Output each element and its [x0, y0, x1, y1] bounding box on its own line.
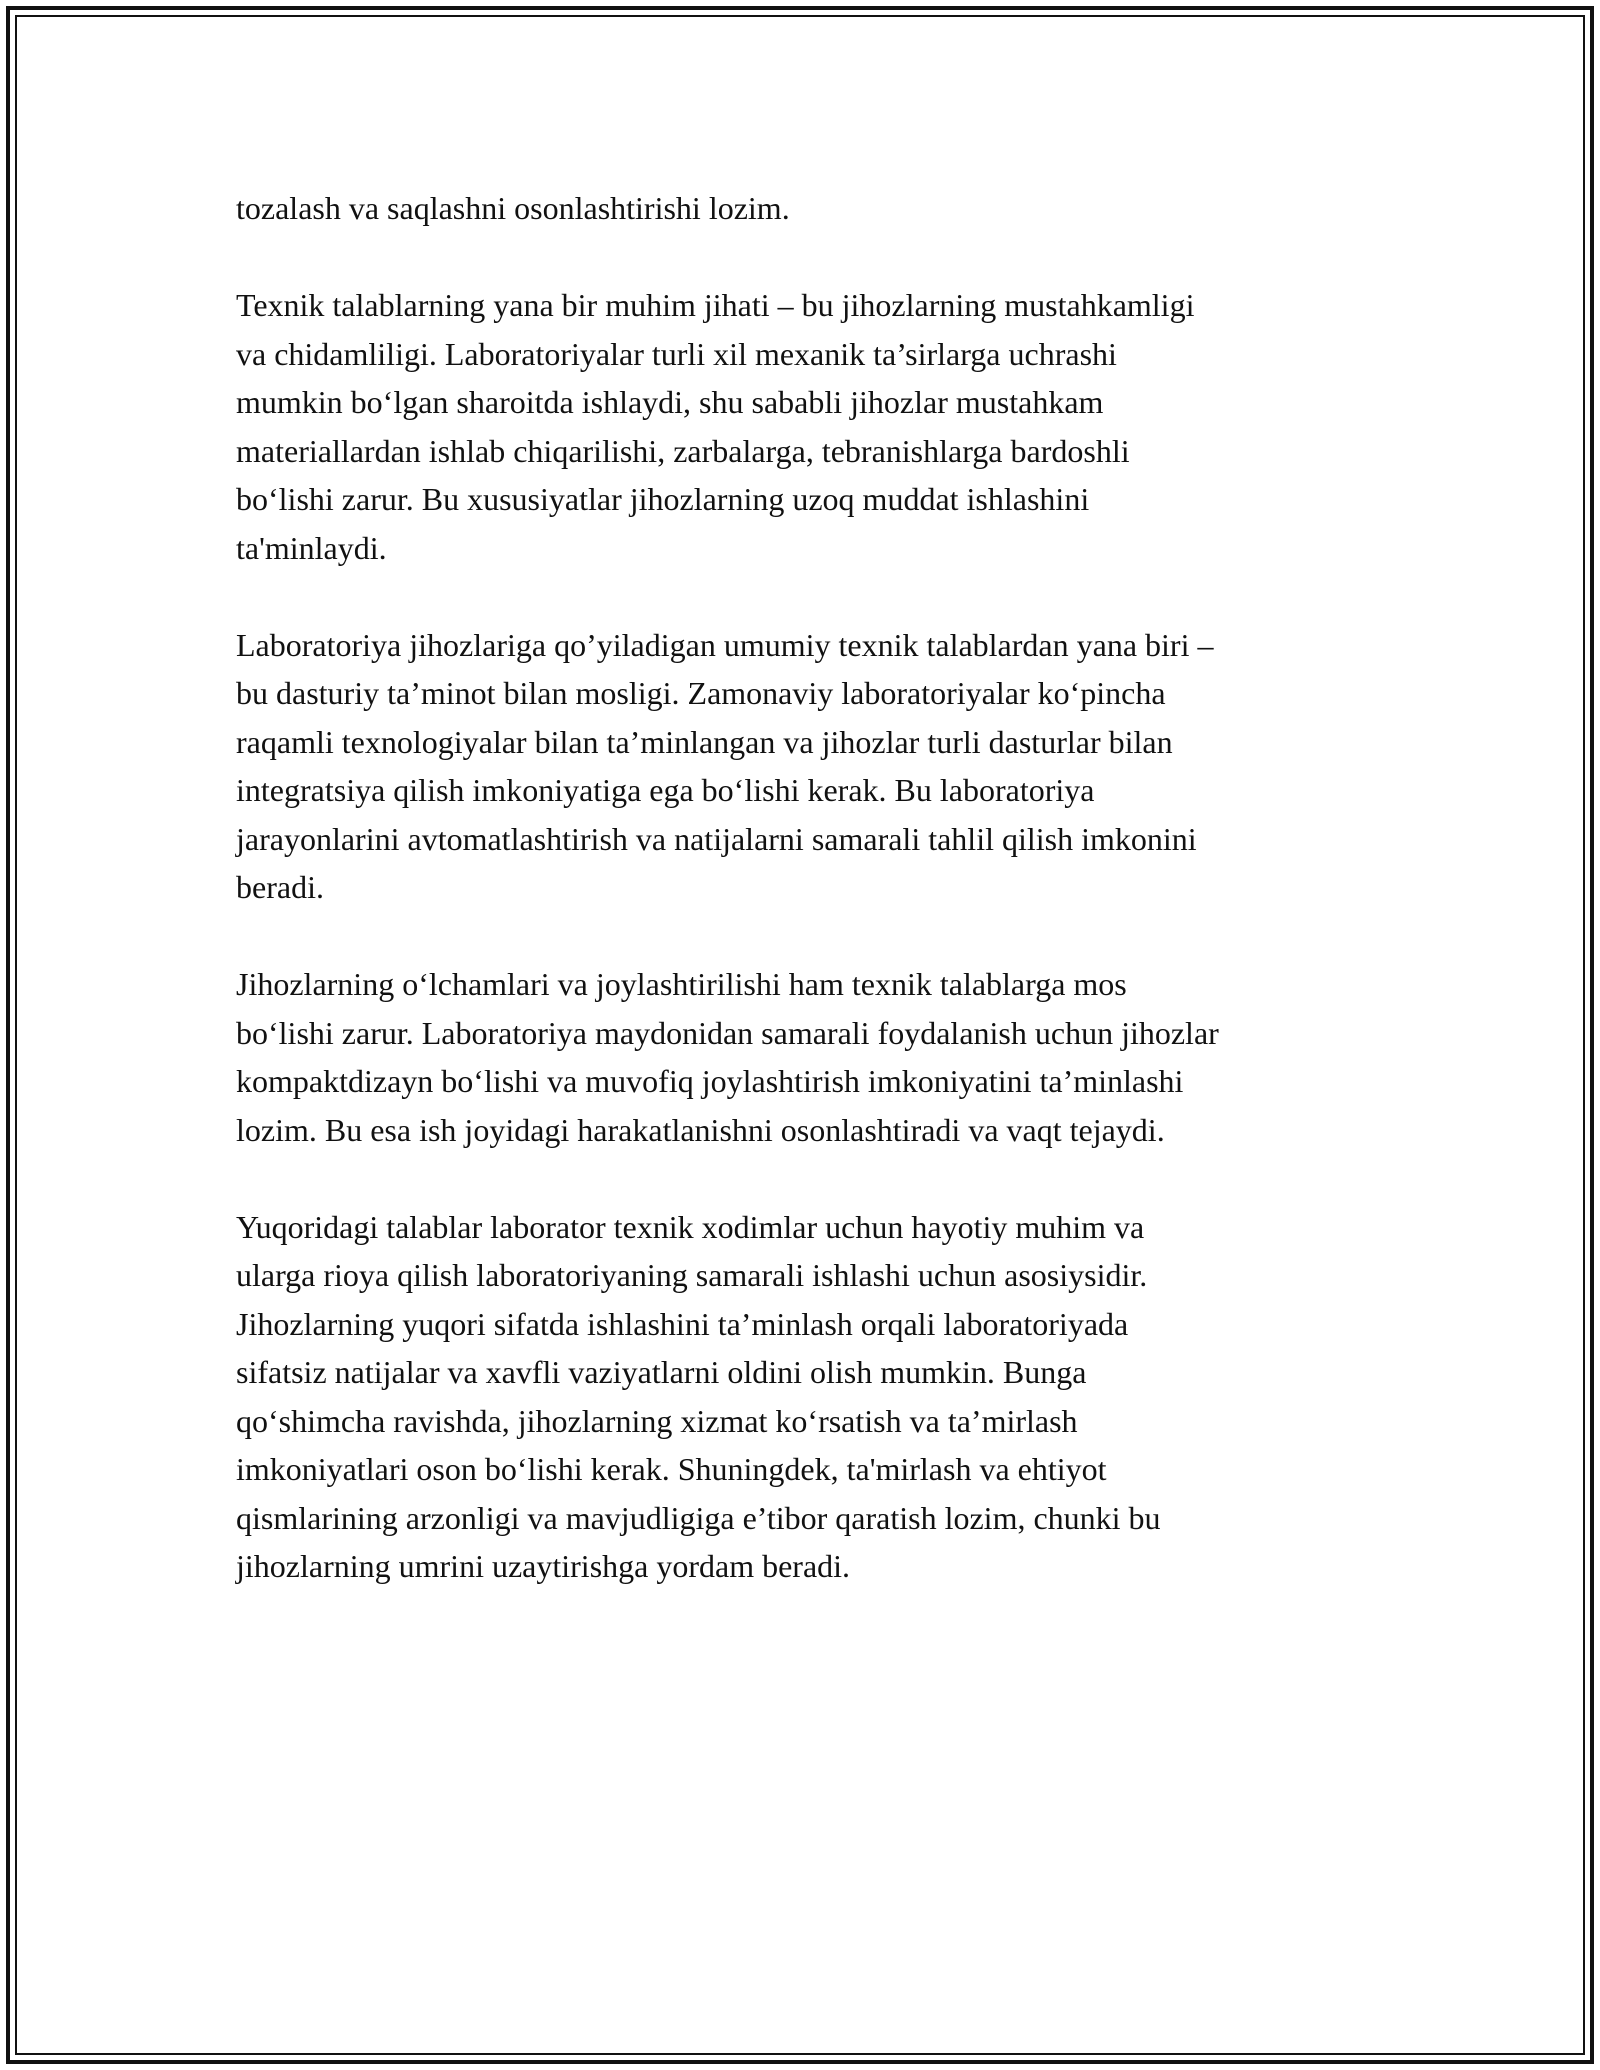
text-line: bo‘lishi zarur. Bu xususiyatlar jihozlarning uzoq muddat ishlashini [236, 481, 1090, 517]
text-line: jarayonlarini avtomatlashtirish va natijalarni samarali tahlil qilish imkonini [236, 820, 1197, 857]
text-line: ta'minlaydi. [236, 529, 387, 566]
text-line: sifatsiz natijalar va xavfli vaziyatlarni oldini olish mumkin. Bunga [236, 1354, 1087, 1390]
text-line: beradi. [236, 869, 324, 905]
text-line: qismlarining arzonligi va mavjudligiga e’tibor qaratish lozim, chunki bu [236, 1499, 1161, 1536]
text-line: jihozlarning umrini uzaytirishga yordam beradi. [236, 1548, 851, 1584]
text-line: imkoniyatlari oson bo‘lishi kerak. Shuningdek, ta'mirlash va ehtiyot [236, 1451, 1107, 1487]
document-body [236, 184, 1386, 1591]
paragraph-5 [236, 1203, 1386, 1591]
text-line: Laboratoriya jihozlariga qo’yiladigan umumiy texnik talablardan yana biri – [236, 626, 1214, 663]
text-line: integratsiya qilish imkoniyatiga ega bo‘lishi kerak. Bu laboratoriya [236, 772, 1095, 808]
text-line: bu dasturiy ta’minot bilan mosligi. Zamonaviy laboratoriyalar ko‘pincha [236, 675, 1166, 711]
text-line: mumkin bo‘lgan sharoitda ishlaydi, shu sababli jihozlar mustahkam [236, 384, 1104, 420]
text-line: qo‘shimcha ravishda, jihozlarning xizmat ko‘rsatish va ta’mirlash [236, 1402, 1078, 1439]
text-line: Jihozlarning yuqori sifatda ishlashini ta’minlash orqali laboratoriyada [236, 1305, 1129, 1342]
text-line: tozalash va saqlashni osonlashtirishi lozim. [236, 190, 790, 226]
paragraph-2 [236, 281, 1386, 572]
paragraph-1 [236, 184, 1386, 233]
paragraph-3 [236, 621, 1386, 912]
text-line: raqamli texnologiyalar bilan ta’minlangan va jihozlar turli dasturlar bilan [236, 723, 1173, 760]
text-line: kompaktdizayn bo‘lishi va muvofiq joylashtirish imkoniyatini ta’minlashi [236, 1063, 1184, 1099]
text-line: va chidamliligi. Laboratoriyalar turli xil mexanik ta’sirlarga uchrashi [236, 335, 1117, 372]
text-line: ularga rioya qilish laboratoriyaning samarali ishlashi uchun asosiysidir. [236, 1257, 1148, 1293]
text-line: Yuqoridagi talablar laborator texnik xodimlar uchun hayotiy muhim va [236, 1208, 1145, 1245]
text-line: Texnik talablarning yana bir muhim jihati – bu jihozlarning mustahkamligi [236, 287, 1195, 323]
text-line: lozim. Bu esa ish joyidagi harakatlanishni osonlashtiradi va vaqt tejaydi. [236, 1111, 1165, 1148]
paragraph-4 [236, 960, 1386, 1154]
text-line: bo‘lishi zarur. Laboratoriya maydonidan samarali foydalanish uchun jihozlar [236, 1014, 1219, 1051]
text-line: materiallardan ishlab chiqarilishi, zarbalarga, tebranishlarga bardoshli [236, 432, 1130, 469]
text-line: Jihozlarning o‘lchamlari va joylashtirilishi ham texnik talablarga mos [236, 966, 1127, 1002]
